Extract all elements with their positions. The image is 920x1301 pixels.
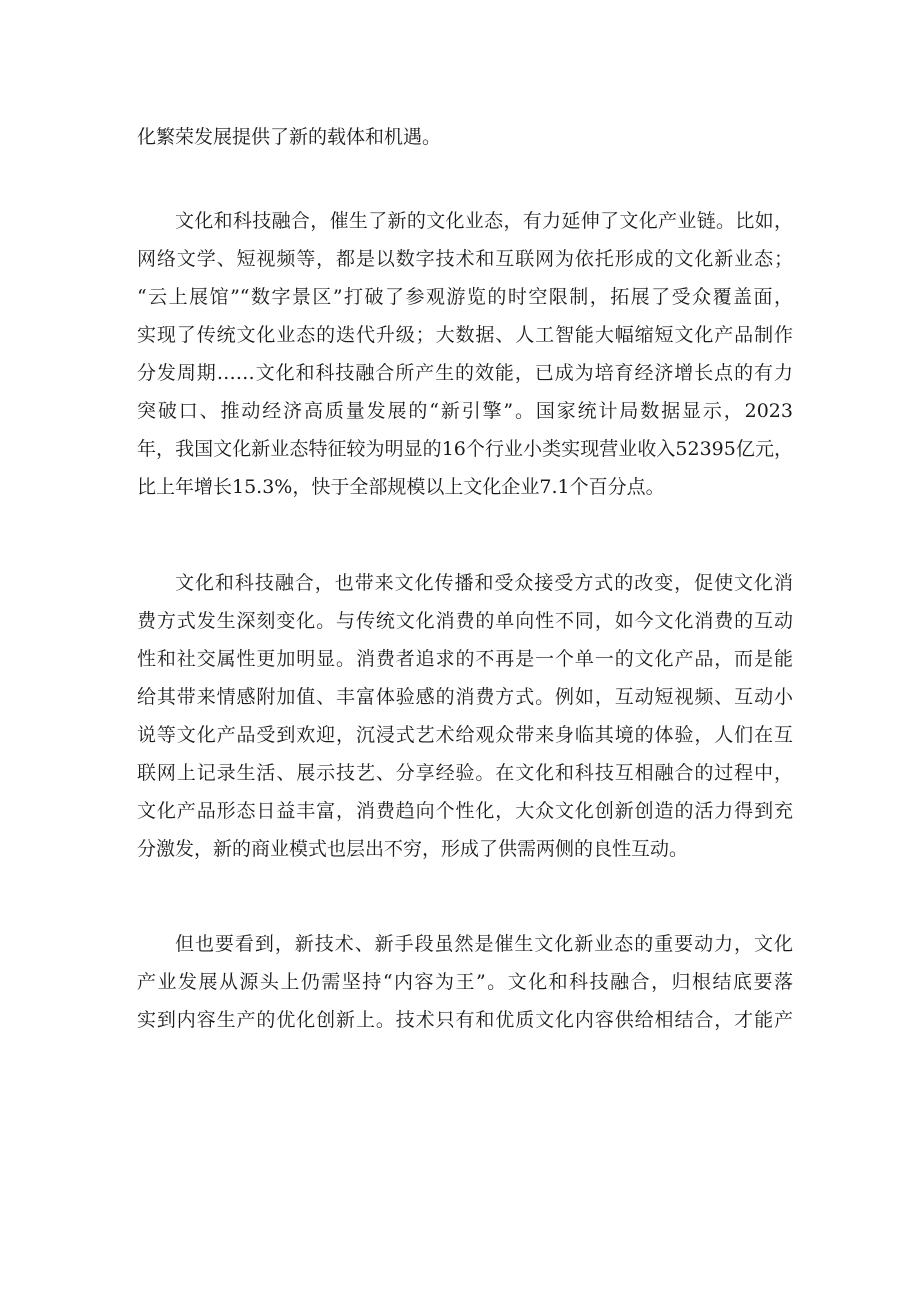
text-line: 突破口、推动经济高质量发展的“新引擎”。国家统计局数据显示，2023 xyxy=(137,400,793,422)
text-line: 文化和科技融合，也带来文化传播和受众接受方式的改变，促使文化消 xyxy=(175,572,793,594)
text-line: 但也要看到，新技术、新手段虽然是催生文化新业态的重要动力，文化 xyxy=(175,933,793,955)
paragraph-2 xyxy=(137,202,793,506)
paragraph-3 xyxy=(137,564,793,868)
text-line: 比上年增长15.3%，快于全部规模以上文化企业7.1个百分点。 xyxy=(137,476,665,498)
text-line: 实现了传统文化业态的迭代升级；大数据、人工智能大幅缩短文化产品制作 xyxy=(137,324,793,346)
text-line: 费方式发生深刻变化。与传统文化消费的单向性不同，如今文化消费的互动 xyxy=(137,610,793,632)
text-line: 文化产品形态日益丰富，消费趋向个性化，大众文化创新创造的活力得到充 xyxy=(137,800,793,822)
text-line: 分发周期……文化和科技融合所产生的效能，已成为培育经济增长点的有力 xyxy=(137,362,793,384)
text-line: 说等文化产品受到欢迎，沉浸式艺术给观众带来身临其境的体验，人们在互 xyxy=(137,724,793,746)
text-line: 性和社交属性更加明显。消费者追求的不再是一个单一的文化产品，而是能 xyxy=(137,648,793,670)
text-line: 化繁荣发展提供了新的载体和机遇。 xyxy=(137,126,442,148)
text-line: 实到内容生产的优化创新上。技术只有和优质文化内容供给相结合，才能产 xyxy=(137,1009,793,1031)
text-line: 分激发，新的商业模式也层出不穷，形成了供需两侧的良性互动。 xyxy=(137,838,689,860)
text-line: 网络文学、短视频等，都是以数字技术和互联网为依托形成的文化新业态； xyxy=(137,248,793,270)
text-line: 年，我国文化新业态特征较为明显的16个行业小类实现营业收入52395亿元， xyxy=(137,438,793,460)
text-line: 联网上记录生活、展示技艺、分享经验。在文化和科技互相融合的过程中， xyxy=(137,762,793,784)
paragraph-1 xyxy=(137,118,793,156)
text-line: 文化和科技融合，催生了新的文化业态，有力延伸了文化产业链。比如， xyxy=(175,210,793,232)
paragraph-4 xyxy=(137,925,793,1039)
text-line: 给其带来情感附加值、丰富体验感的消费方式。例如，互动短视频、互动小 xyxy=(137,686,793,708)
text-line: “云上展馆”“数字景区”打破了参观游览的时空限制，拓展了受众覆盖面， xyxy=(137,286,793,308)
text-line: 产业发展从源头上仍需坚持“内容为王”。文化和科技融合，归根结底要落 xyxy=(137,971,793,993)
